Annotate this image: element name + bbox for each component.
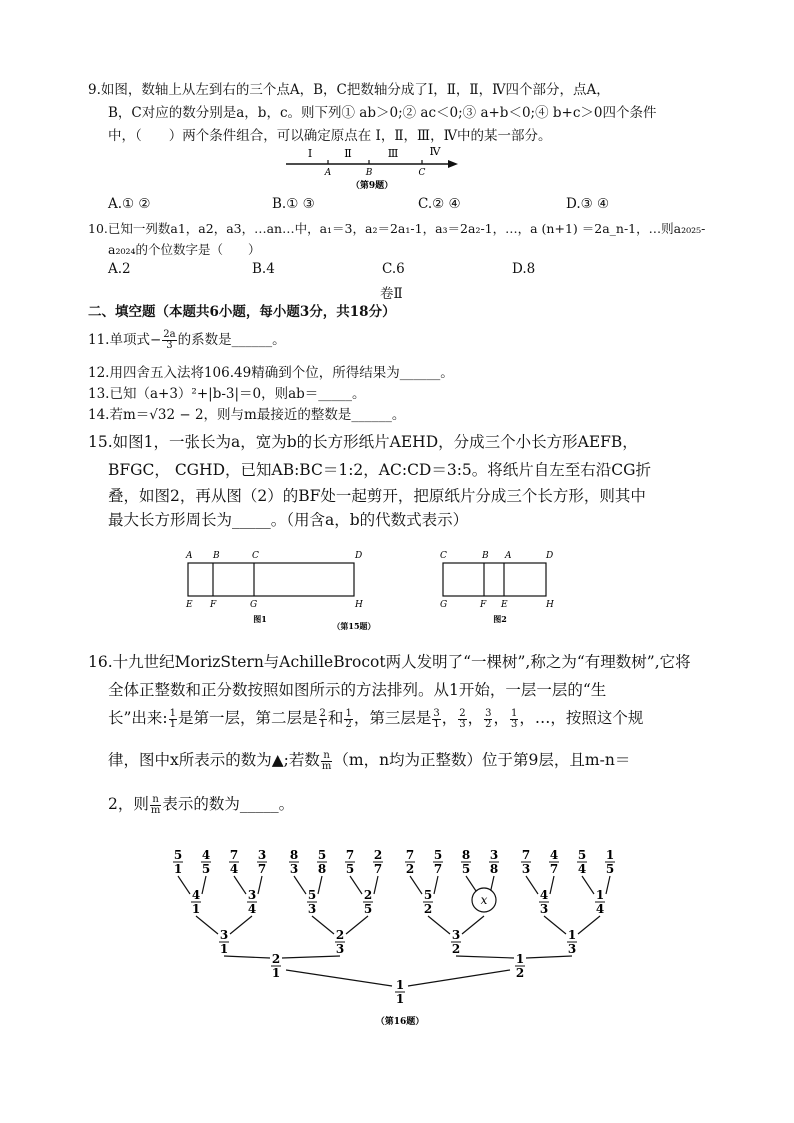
tree-edge <box>456 956 514 958</box>
tree-edge <box>202 876 206 894</box>
tree-edge <box>462 916 484 934</box>
q16-l3-g: ， <box>493 709 509 727</box>
q15-line4: 最大长方形周长为_____。（用含a，b的代数式表示） <box>108 511 469 529</box>
tree-node-l2 <box>515 952 525 980</box>
fig1-label-a: A <box>186 551 193 561</box>
frac-1-3 <box>510 709 518 730</box>
tree-node-x <box>472 888 496 912</box>
frac-den: 1 <box>169 718 177 730</box>
tree-frac-den: 7 <box>257 862 267 876</box>
q16-l4-b: （m，n均为正整数）位于第9层，且m-n＝ <box>333 751 631 769</box>
tree-frac-den: 3 <box>335 942 345 956</box>
tree-edge <box>234 876 246 894</box>
tree-node-l5 <box>173 848 183 876</box>
tree-node-l5 <box>373 848 383 876</box>
frac-1-2 <box>344 709 352 730</box>
tree-node-l4 <box>595 888 605 916</box>
frac-num: 1 <box>511 707 518 719</box>
tree-edge <box>196 916 218 934</box>
q12-line: 12.用四舍五入法将106.49精确到个位，所得结果为______。 <box>88 365 454 381</box>
tree-edge <box>526 876 538 894</box>
tree-frac-num: 4 <box>549 848 559 862</box>
tree-node-l5 <box>201 848 211 876</box>
q9-line2: B，C对应的数分别是a，b，c。则下列① ab＞0;② ac＜0;③ a+b＜0;④ b+c＞0四个条件 <box>108 105 657 121</box>
region-label-1: Ⅰ <box>307 147 313 160</box>
frac-den: m <box>321 760 332 772</box>
tree-frac-num: 4 <box>539 888 549 902</box>
tree-frac-den: 3 <box>539 902 549 916</box>
frac-num: 1 <box>345 707 352 719</box>
fig2-title: 图2 <box>493 614 507 624</box>
q9-option-d: D.③ ④ <box>566 196 610 212</box>
tree-edge <box>294 876 306 894</box>
q11-fraction <box>162 330 176 351</box>
tree-frac-num: 5 <box>317 848 327 862</box>
tree-node-l5 <box>257 848 267 876</box>
tree-node-l5 <box>433 848 443 876</box>
q11-suffix: 的系数是______。 <box>177 332 286 348</box>
frac-den: 2 <box>345 718 352 730</box>
q10-option-c: C.6 <box>382 261 405 277</box>
tree-node-l5 <box>229 848 239 876</box>
tree-frac-num: 7 <box>229 848 239 862</box>
tree-frac-den: 5 <box>461 862 471 876</box>
frac-2-3 <box>458 709 466 730</box>
fig2-label-b: B <box>482 551 489 561</box>
tree-frac-num: 1 <box>605 848 615 862</box>
q9-number-line-figure <box>280 142 470 192</box>
q10-option-d: D.8 <box>512 261 536 277</box>
tree-frac-num: 5 <box>577 848 587 862</box>
q9-line1: 9.如图，数轴上从左到右的三个点A，B，C把数轴分成了Ⅰ，Ⅱ，Ⅱ，Ⅳ四个部分，点A， <box>88 82 610 98</box>
q10-line2: a₂₀₂₄的个位数字是（ ） <box>108 242 261 257</box>
q15-figure <box>180 545 580 635</box>
q16-line2: 全体正整数和正分数按照如图所示的方法排列。从1开始，一层一层的“生 <box>108 681 607 699</box>
tree-node-l4 <box>191 888 201 916</box>
tree-node-l5 <box>461 848 471 876</box>
q15-line1: 15.如图1，一张长为a，宽为b的长方形纸片AEHD，分成三个小长方形AEFB， <box>88 433 638 451</box>
tree-frac-num: 2 <box>373 848 383 862</box>
tree-frac-num: 7 <box>345 848 355 862</box>
tree-frac-num: 7 <box>521 848 531 862</box>
tree-edge <box>526 956 572 958</box>
tree-edge <box>318 876 322 894</box>
tree-node-l5 <box>577 848 587 876</box>
region-label-2: Ⅱ <box>344 147 352 160</box>
fig1-label-g: G <box>250 600 258 610</box>
tree-frac-num: 8 <box>289 848 299 862</box>
fig1-label-e: E <box>186 600 193 610</box>
q16-line3 <box>108 706 643 730</box>
fig1-label-f: F <box>210 600 217 610</box>
frac-2-1 <box>319 709 327 730</box>
tree-frac-den: 1 <box>219 942 229 956</box>
tree-edge <box>230 916 252 934</box>
tree-edge <box>410 876 422 894</box>
tree-frac-num: 1 <box>595 888 605 902</box>
tree-frac-num: 3 <box>257 848 267 862</box>
point-label-b: B <box>365 168 373 178</box>
tree-frac-den: 5 <box>363 902 373 916</box>
fig2-label-e: E <box>501 600 508 610</box>
fig1-title: 图1 <box>253 614 267 624</box>
tree-frac-num: 3 <box>489 848 499 862</box>
tree-edge <box>178 876 190 894</box>
tree-node-l3 <box>335 928 345 956</box>
region-label-3: Ⅲ <box>387 147 399 160</box>
tree-node-l5 <box>605 848 615 876</box>
tree-frac-num: 5 <box>433 848 443 862</box>
q9-caption: （第9题） <box>350 181 394 191</box>
fig1-label-d: D <box>355 551 363 561</box>
tree-node-l3 <box>219 928 229 956</box>
tree-frac-den: 3 <box>567 942 577 956</box>
region-label-4: Ⅳ <box>429 145 441 158</box>
frac-3-1 <box>432 709 440 730</box>
tree-node-l4 <box>423 888 433 916</box>
q16-caption: （第16题） <box>375 1017 425 1027</box>
tree-node-l3 <box>451 928 461 956</box>
q16-line4 <box>108 748 630 772</box>
q16-l3-c: 和 <box>327 709 344 727</box>
fig2-label-f: F <box>480 600 487 610</box>
q15-line3: 叠，如图2，再从图（2）的BF处一起剪开，把原纸片分成三个长方形，则其中 <box>108 487 646 505</box>
tree-frac-den: 4 <box>247 902 257 916</box>
frac-n-m-2 <box>150 795 161 816</box>
tree-node-l5 <box>345 848 355 876</box>
tree-node-l5 <box>489 848 499 876</box>
frac-den: 1 <box>433 718 440 730</box>
frac-1-1 <box>169 709 177 730</box>
q16-l3-d: ，第三层是 <box>353 709 432 727</box>
q9-option-a: A.① ② <box>108 196 151 212</box>
point-label-a: A <box>324 168 332 178</box>
tree-frac-num: 1 <box>395 978 405 992</box>
tree-edge <box>282 956 340 958</box>
tree-frac-den: 2 <box>405 862 415 876</box>
frac-num: n <box>150 795 161 806</box>
tree-frac-den: 7 <box>373 862 383 876</box>
tree-frac-den: 1 <box>173 862 183 876</box>
tree-edge <box>606 876 610 894</box>
tree-edge <box>224 956 270 958</box>
frac-den: 3 <box>459 718 466 730</box>
tree-node-l5 <box>289 848 299 876</box>
q14-line: 14.若m＝√32 − 2，则与m最接近的整数是______。 <box>88 407 406 423</box>
tree-frac-den: 8 <box>489 862 499 876</box>
tree-frac-den: 1 <box>191 902 201 916</box>
q16-l5-a: 2，则 <box>108 795 149 813</box>
frac-num: 3 <box>485 707 492 719</box>
tree-node-l3 <box>567 928 577 956</box>
tree-frac-den: 1 <box>271 966 281 980</box>
tree-frac-den: 7 <box>549 862 559 876</box>
tree-frac-den: 8 <box>317 862 327 876</box>
tree-frac-den: 5 <box>201 862 211 876</box>
fig2-label-h: H <box>546 600 554 610</box>
tree-frac-num: 8 <box>461 848 471 862</box>
tree-frac-num: 5 <box>423 888 433 902</box>
tree-frac-num: 3 <box>451 928 461 942</box>
tree-edge <box>350 876 362 894</box>
q16-line5 <box>108 792 294 816</box>
frac-den: 2 <box>485 718 492 730</box>
fig2-label-g: G <box>440 600 448 610</box>
tree-edge <box>286 970 392 986</box>
tree-node-l5 <box>405 848 415 876</box>
tree-frac-num: 4 <box>201 848 211 862</box>
tree-edge <box>550 876 554 894</box>
frac-den: 1 <box>319 718 326 730</box>
tree-frac-den: 2 <box>451 942 461 956</box>
tree-frac-den: 5 <box>605 862 615 876</box>
tree-frac-num: 2 <box>271 952 281 966</box>
tree-frac-den: 2 <box>515 966 525 980</box>
x-label: x <box>480 893 488 907</box>
q15-caption: （第15题） <box>332 621 376 631</box>
section2-title: 二、填空题（本题共6小题，每小题3分，共18分） <box>88 304 396 320</box>
q9-option-c: C.② ④ <box>418 196 461 212</box>
tree-edge <box>582 876 594 894</box>
tree-edge <box>346 916 368 934</box>
fig1-label-c: C <box>252 551 259 561</box>
frac-num: 1 <box>169 707 177 719</box>
frac-n-m <box>321 751 332 772</box>
tree-frac-num: 3 <box>219 928 229 942</box>
fig1-label-h: H <box>355 600 363 610</box>
tree-edge <box>312 916 334 934</box>
tree-frac-den: 7 <box>433 862 443 876</box>
q11-prefix: 11.单项式− <box>88 332 162 348</box>
tree-frac-num: 1 <box>567 928 577 942</box>
fig1-label-b: B <box>213 551 220 561</box>
q10-option-b: B.4 <box>252 261 275 277</box>
point-label-c: C <box>418 168 426 178</box>
q11-frac-den: 3 <box>166 340 173 351</box>
tree-frac-num: 5 <box>173 848 183 862</box>
q9-option-b: B.① ③ <box>272 196 315 212</box>
tree-frac-den: 4 <box>229 862 239 876</box>
tree-node-root <box>395 978 405 1006</box>
tree-frac-den: 5 <box>345 862 355 876</box>
tree-frac-den: 3 <box>307 902 317 916</box>
frac-3-2 <box>484 709 492 730</box>
tree-frac-num: 5 <box>307 888 317 902</box>
q10-line1: 10.已知一列数a1，a2，a3，…an…中，a₁＝3，a₂＝2a₁-1，a₃＝2a₂-1，…，a (n+1) ＝2a_n-1，…则a₂₀₂₅- <box>88 221 706 236</box>
tree-edge <box>578 916 600 934</box>
q16-l5-b: 表示的数为_____。 <box>162 795 295 813</box>
tree-frac-num: 3 <box>247 888 257 902</box>
fig2-label-a: A <box>505 551 512 561</box>
tree-node-l5 <box>521 848 531 876</box>
q16-l3-a: 长”出来: <box>108 709 168 727</box>
tree-frac-num: 7 <box>405 848 415 862</box>
q16-rational-tree-figure <box>170 840 630 1030</box>
tree-node-l4 <box>539 888 549 916</box>
tree-frac-num: 4 <box>191 888 201 902</box>
fig2-label-c: C <box>440 551 447 561</box>
q15-line2: BFGC， CGHD，已知AB:BC＝1:2，AC:CD＝3:5。将纸片自左至右沿CG折 <box>108 461 652 479</box>
q9-line3: 中，（ ）两个条件组合，可以确定原点在 Ⅰ，Ⅱ，Ⅲ，Ⅳ中的某一部分。 <box>108 128 552 144</box>
fig2-label-d: D <box>546 551 554 561</box>
tree-frac-num: 2 <box>363 888 373 902</box>
q16-l4-a: 律，图中x所表示的数为▲;若数 <box>108 751 320 769</box>
tree-edge <box>408 970 510 986</box>
q16-l3-h: ，…，按照这个规 <box>519 709 644 727</box>
frac-num: 2 <box>319 707 326 719</box>
frac-num: 2 <box>459 707 466 719</box>
volume-label: 卷Ⅱ <box>380 286 403 302</box>
tree-frac-den: 2 <box>423 902 433 916</box>
tree-edge <box>428 916 450 934</box>
tree-node-l4 <box>247 888 257 916</box>
frac-num: 3 <box>433 707 440 719</box>
frac-den: m <box>150 804 161 816</box>
tree-node-l5 <box>549 848 559 876</box>
tree-node-l2 <box>271 952 281 980</box>
tree-edge <box>258 876 262 894</box>
q13-line: 13.已知（a+3）²+|b-3|＝0，则ab＝_____。 <box>88 386 366 402</box>
tree-node-l4 <box>363 888 373 916</box>
tree-node-l4 <box>307 888 317 916</box>
tree-frac-num: 1 <box>515 952 525 966</box>
tree-frac-den: 3 <box>289 862 299 876</box>
q16-l3-e: ， <box>441 709 458 727</box>
q11-frac-num: 2a <box>163 329 176 340</box>
tree-edge <box>434 876 438 894</box>
tree-frac-num: 2 <box>335 928 345 942</box>
q11-line <box>88 330 286 351</box>
q16-l3-f: ， <box>467 709 484 727</box>
q16-line1: 16.十九世纪MorizStern与AchilleBrocot两人发明了“一棵树”,称之为“有理数树”,它将 <box>88 653 691 671</box>
tree-node-l5 <box>317 848 327 876</box>
tree-frac-den: 4 <box>595 902 605 916</box>
tree-edge <box>544 916 566 934</box>
q16-l3-b: 是第一层，第二层是 <box>178 709 318 727</box>
frac-num: n <box>321 751 332 762</box>
tree-frac-den: 4 <box>577 862 587 876</box>
q10-option-a: A.2 <box>108 261 131 277</box>
tree-edge <box>374 876 378 894</box>
frac-den: 3 <box>511 718 518 730</box>
tree-frac-den: 3 <box>521 862 531 876</box>
tree-frac-den: 1 <box>395 992 405 1006</box>
